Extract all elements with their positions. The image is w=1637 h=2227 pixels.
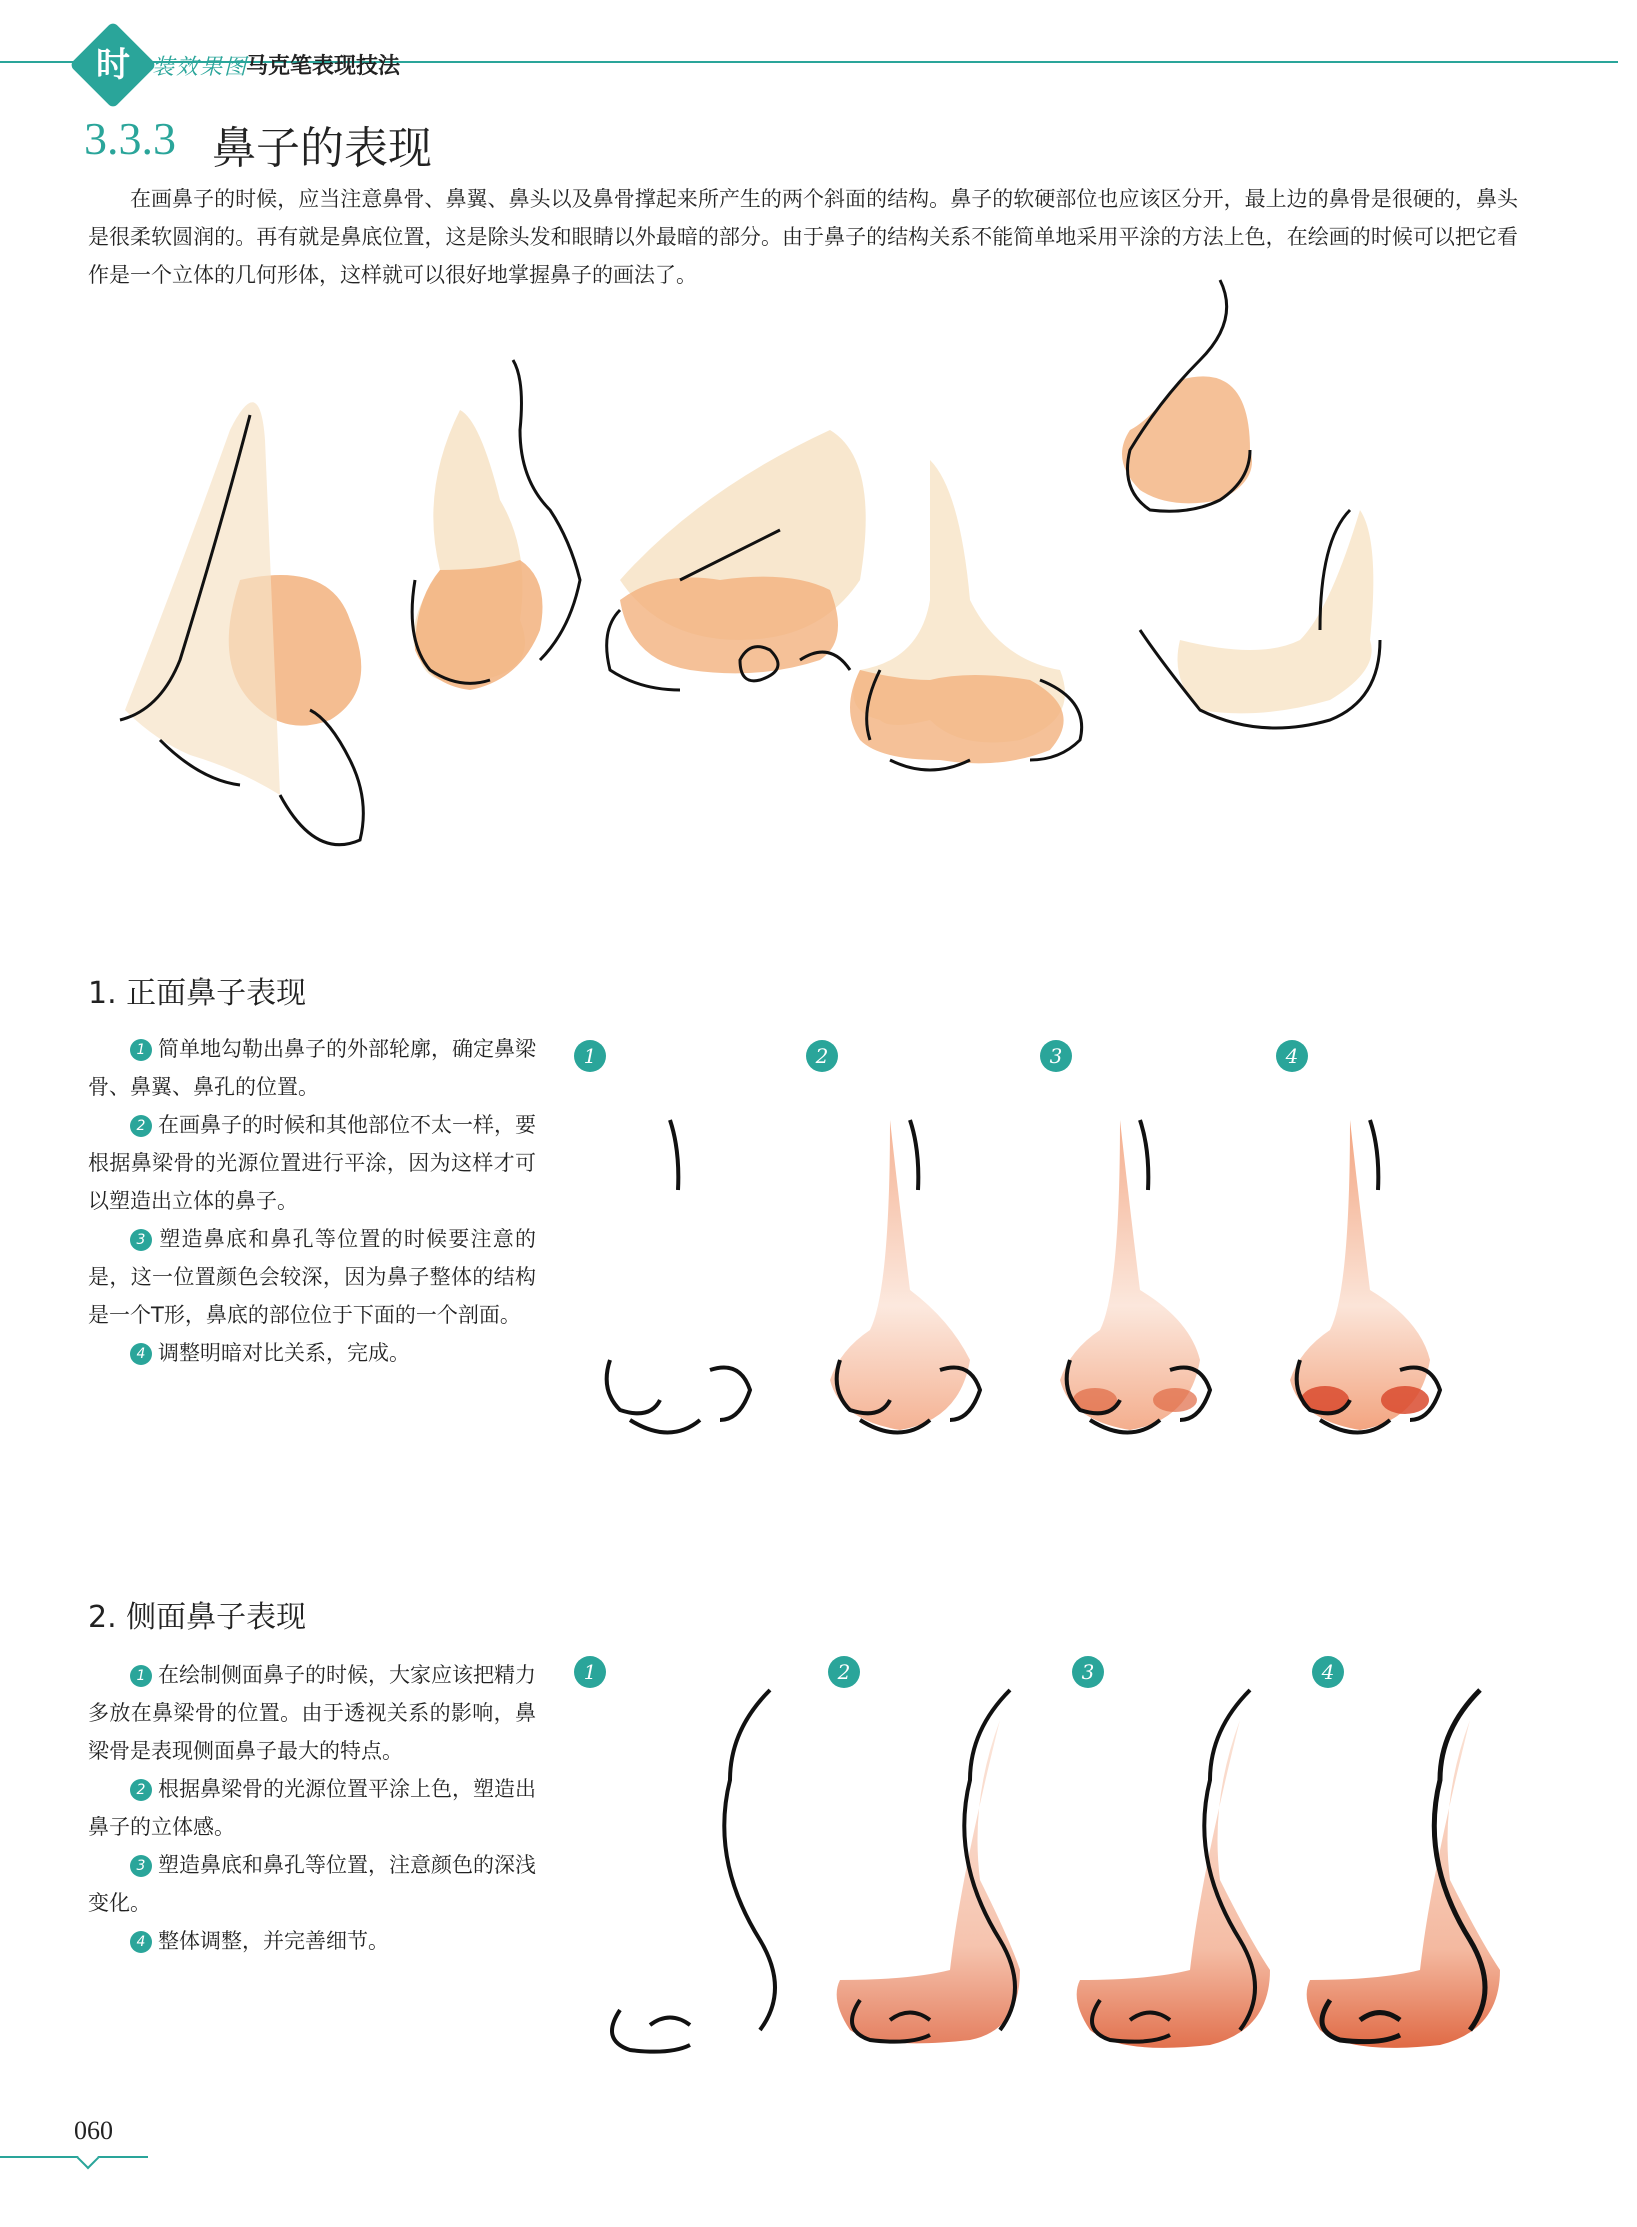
side-badge-1: 1	[574, 1656, 606, 1688]
nose-sketch-profile-right	[1122, 280, 1380, 728]
front-step-1	[88, 1030, 536, 1106]
front-badge-4: 4	[1276, 1040, 1308, 1072]
front-badge-3: 3	[1040, 1040, 1072, 1072]
footer-rule	[0, 2156, 148, 2158]
front-step-3-text: 塑造鼻底和鼻孔等位置的时候要注意的是，这一位置颜色会较深，因为鼻子整体的结构是一个T形，鼻底的部位位于下面的一个剖面。	[88, 1227, 536, 1327]
step-number-icon: 4	[130, 1931, 152, 1953]
side-step-2-drawing	[837, 1690, 1020, 2043]
side-step-2-text: 根据鼻梁骨的光源位置平涂上色，塑造出鼻子的立体感。	[88, 1777, 536, 1839]
side-step-4	[88, 1922, 536, 1960]
header-badge-char: 时	[96, 45, 130, 85]
nose-sketch-front	[850, 460, 1082, 770]
page-number: 060	[74, 2116, 113, 2145]
side-step-1-drawing	[612, 1690, 775, 2052]
side-step-3-drawing	[1077, 1690, 1270, 2048]
side-steps	[88, 1656, 536, 1960]
front-badge-2: 2	[806, 1040, 838, 1072]
header-book-title: 马克笔表现技法	[246, 54, 401, 79]
front-step-3-drawing	[1060, 1120, 1210, 1433]
front-step-3	[88, 1220, 536, 1334]
side-badge-3: 3	[1072, 1656, 1104, 1688]
step-number-icon: 3	[130, 1229, 152, 1251]
front-steps	[88, 1030, 536, 1372]
side-step-4-drawing	[1307, 1690, 1500, 2048]
front-badge-1: 1	[574, 1040, 606, 1072]
section-intro: 在画鼻子的时候，应当注意鼻骨、鼻翼、鼻头以及鼻骨撑起来所产生的两个斜面的结构。鼻子的软硬部位也应该区分开，最上边的鼻骨是很硬的，鼻头是很柔软圆润的。再有就是鼻底位置，这是除头发和眼睛以外最暗的部分。由于鼻子的结构关系不能简单地采用平涂的方法上色，在绘画的时候可以把它看作是一个立体的几何形体，这样就可以很好地掌握鼻子的画法了。	[88, 187, 1518, 287]
front-step-2	[88, 1106, 536, 1220]
front-step-1-text: 简单地勾勒出鼻子的外部轮廓，确定鼻梁骨、鼻翼、鼻孔的位置。	[88, 1037, 536, 1099]
step-number-icon: 1	[130, 1665, 152, 1687]
front-step-4-text: 调整明暗对比关系，完成。	[158, 1341, 410, 1365]
front-step-2-text: 在画鼻子的时候和其他部位不太一样，要根据鼻梁骨的光源位置进行平涂，因为这样才可以塑造出立体的鼻子。	[88, 1113, 536, 1213]
side-heading: 2. 侧面鼻子表现	[88, 1600, 307, 1635]
side-nose-steps-illustration	[580, 1680, 1500, 2060]
side-badge-2: 2	[828, 1656, 860, 1688]
nose-sketch-three-quarter-1	[412, 360, 580, 690]
step-number-icon: 2	[130, 1779, 152, 1801]
side-step-1-text: 在绘制侧面鼻子的时候，大家应该把精力多放在鼻梁骨的位置。由于透视关系的影响，鼻梁骨是表现侧面鼻子最大的特点。	[88, 1663, 536, 1763]
step-number-icon: 3	[130, 1855, 152, 1877]
side-badge-4: 4	[1312, 1656, 1344, 1688]
front-step-2-drawing	[830, 1120, 980, 1433]
front-heading: 1. 正面鼻子表现	[88, 976, 307, 1011]
front-step-1-drawing	[607, 1120, 750, 1433]
side-step-3	[88, 1846, 536, 1922]
nose-sketch-profile-left	[120, 402, 363, 844]
front-nose-steps-illustration	[590, 1060, 1490, 1440]
side-step-3-text: 塑造鼻底和鼻孔等位置，注意颜色的深浅变化。	[88, 1853, 536, 1915]
nose-gallery-illustration	[100, 340, 1520, 900]
side-step-2	[88, 1770, 536, 1846]
footer-chevron-icon	[77, 2147, 100, 2170]
header-series: 装效果图	[152, 55, 249, 80]
side-step-4-text: 整体调整，并完善细节。	[158, 1929, 389, 1953]
step-number-icon: 1	[130, 1039, 152, 1061]
side-step-1	[88, 1656, 536, 1770]
front-step-4	[88, 1334, 536, 1372]
front-step-4-drawing	[1290, 1120, 1440, 1433]
step-number-icon: 2	[130, 1115, 152, 1137]
section-title: 鼻子的表现	[212, 123, 432, 174]
section-number: 3.3.3	[84, 113, 176, 164]
step-number-icon: 4	[130, 1343, 152, 1365]
nose-sketch-three-quarter-2	[607, 430, 866, 690]
